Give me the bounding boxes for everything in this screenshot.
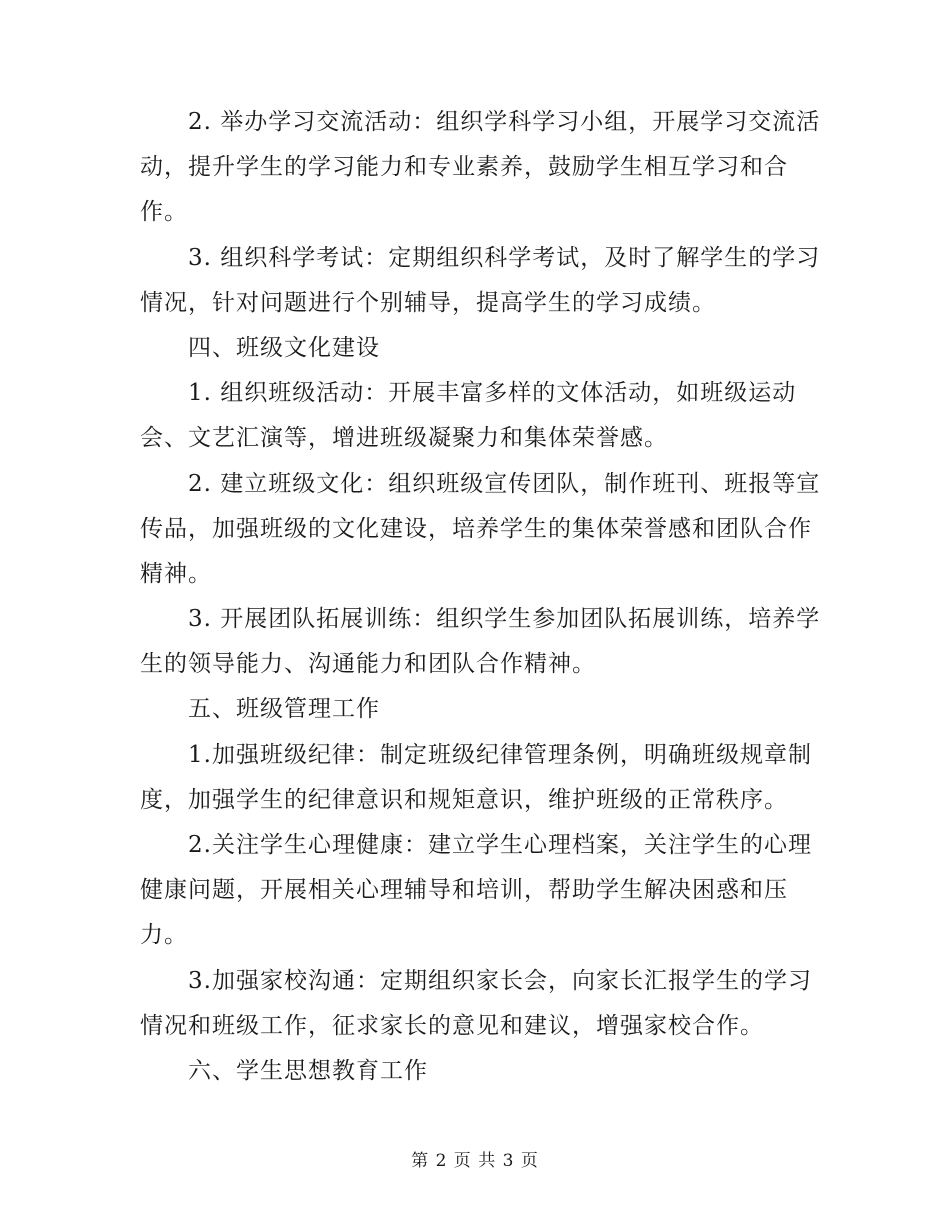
- paragraph-line: 1. 组织班级活动：开展丰富多样的文体活动，如班级运动: [188, 380, 797, 406]
- paragraph-line: 3. 组织科学考试：定期组织科学考试，及时了解学生的学习: [188, 245, 821, 271]
- paragraph-line: 3.加强家校沟通：定期组织家长会，向家长汇报学生的学习: [188, 968, 812, 994]
- section-heading: 四、班级文化建设: [188, 335, 380, 361]
- paragraph-line: 1.加强班级纪律：制定班级纪律管理条例，明确班级规章制: [188, 742, 812, 768]
- page-number-footer: 第 2 页 共 3 页: [411, 1151, 539, 1171]
- paragraph-line: 传品，加强班级的文化建设，培养学生的集体荣誉感和团队合作: [140, 516, 812, 542]
- paragraph-line: 2.关注学生心理健康：建立学生心理档案，关注学生的心理: [188, 832, 812, 858]
- section-heading: 六、学生思想教育工作: [188, 1058, 428, 1084]
- paragraph-line: 度，加强学生的纪律意识和规矩意识，维护班级的正常秩序。: [140, 787, 788, 813]
- paragraph-line: 2. 建立班级文化：组织班级宣传团队，制作班刊、班报等宣: [188, 471, 821, 497]
- section-heading: 五、班级管理工作: [188, 696, 380, 722]
- paragraph-line: 情况和班级工作，征求家长的意见和建议，增强家校合作。: [140, 1013, 764, 1039]
- paragraph-line: 2. 举办学习交流活动：组织学科学习小组，开展学习交流活: [188, 109, 821, 135]
- paragraph-line: 力。: [140, 922, 188, 948]
- paragraph-line: 精神。: [140, 561, 212, 587]
- paragraph-line: 会、文艺汇演等，增进班级凝聚力和集体荣誉感。: [140, 425, 668, 451]
- paragraph-line: 健康问题，开展相关心理辅导和培训，帮助学生解决困惑和压: [140, 877, 788, 903]
- paragraph-line: 生的领导能力、沟通能力和团队合作精神。: [140, 651, 596, 677]
- paragraph-line: 情况，针对问题进行个别辅导，提高学生的学习成绩。: [140, 290, 716, 316]
- paragraph-line: 3. 开展团队拓展训练：组织学生参加团队拓展训练，培养学: [188, 606, 821, 632]
- paragraph-line: 作。: [140, 199, 188, 225]
- paragraph-line: 动，提升学生的学习能力和专业素养，鼓励学生相互学习和合: [140, 154, 788, 180]
